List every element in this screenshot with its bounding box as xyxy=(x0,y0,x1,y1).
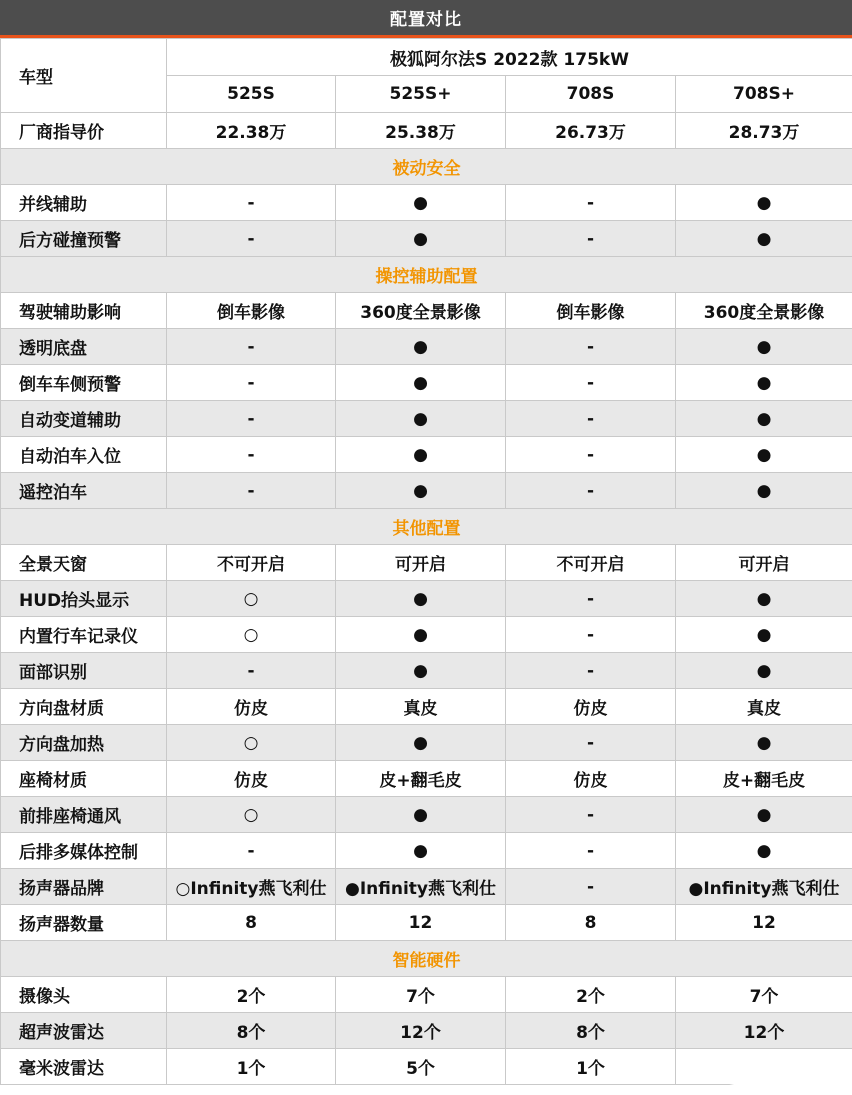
feature-row xyxy=(1,221,852,257)
feature-row xyxy=(1,725,852,761)
feature-value: 倒车影像 xyxy=(167,293,336,329)
feature-value: ● xyxy=(336,221,506,257)
feature-row xyxy=(1,581,852,617)
feature-value: - xyxy=(506,437,676,473)
feature-value: ● xyxy=(336,437,506,473)
feature-value: ● xyxy=(336,329,506,365)
comparison-table xyxy=(0,38,852,1085)
feature-value: ○Infinity燕飞利仕 xyxy=(167,869,336,905)
feature-value: ○ xyxy=(167,617,336,653)
section-header-row xyxy=(1,149,852,185)
feature-value: ● xyxy=(336,401,506,437)
feature-value: 8 xyxy=(506,905,676,941)
feature-value: ● xyxy=(676,833,852,869)
feature-label: 面部识别 xyxy=(1,653,167,689)
feature-value: - xyxy=(506,185,676,221)
feature-value: - xyxy=(167,653,336,689)
feature-value: ○ xyxy=(167,725,336,761)
section-header-row xyxy=(1,941,852,977)
feature-value: - xyxy=(506,473,676,509)
feature-value: - xyxy=(167,221,336,257)
feature-value: 360度全景影像 xyxy=(336,293,506,329)
feature-value: ● xyxy=(676,725,852,761)
feature-value: ●Infinity燕飞利仕 xyxy=(676,869,852,905)
feature-value: ● xyxy=(676,653,852,689)
feature-value: 真皮 xyxy=(336,689,506,725)
price-value: 25.38万 xyxy=(336,113,506,149)
feature-label: 驾驶辅助影响 xyxy=(1,293,167,329)
comparison-table-body xyxy=(1,39,852,1085)
feature-row xyxy=(1,761,852,797)
feature-label: 后排多媒体控制 xyxy=(1,833,167,869)
feature-value: ● xyxy=(676,473,852,509)
feature-row xyxy=(1,833,852,869)
feature-value: ● xyxy=(336,653,506,689)
feature-value: 8个 xyxy=(167,1013,336,1049)
section-header-row xyxy=(1,509,852,545)
feature-value: ● xyxy=(336,617,506,653)
feature-value: 仿皮 xyxy=(167,689,336,725)
feature-value: ● xyxy=(336,833,506,869)
feature-row xyxy=(1,617,852,653)
feature-label: 扬声器数量 xyxy=(1,905,167,941)
feature-value: - xyxy=(167,185,336,221)
feature-value: 1个 xyxy=(167,1049,336,1085)
trim-name: 708S+ xyxy=(676,76,852,113)
feature-label: HUD抬头显示 xyxy=(1,581,167,617)
feature-row xyxy=(1,869,852,905)
feature-value: ● xyxy=(336,725,506,761)
feature-label: 自动变道辅助 xyxy=(1,401,167,437)
feature-value: ○ xyxy=(167,797,336,833)
feature-value: ○ xyxy=(167,581,336,617)
feature-label: 遥控泊车 xyxy=(1,473,167,509)
price-row xyxy=(1,113,852,149)
feature-value: ● xyxy=(336,581,506,617)
feature-value: 12 xyxy=(676,905,852,941)
feature-row xyxy=(1,437,852,473)
feature-value: ● xyxy=(676,437,852,473)
trim-name: 525S+ xyxy=(336,76,506,113)
feature-value: 1个 xyxy=(506,1049,676,1085)
feature-label: 并线辅助 xyxy=(1,185,167,221)
feature-value: - xyxy=(506,797,676,833)
feature-value: ● xyxy=(676,401,852,437)
feature-row xyxy=(1,293,852,329)
feature-value: 不可开启 xyxy=(506,545,676,581)
price-label: 厂商指导价 xyxy=(1,113,167,149)
section-header-row xyxy=(1,257,852,293)
section-title: 智能硬件 xyxy=(1,941,852,977)
feature-value: ● xyxy=(676,221,852,257)
feature-label: 透明底盘 xyxy=(1,329,167,365)
feature-value: ● xyxy=(336,797,506,833)
feature-value: - xyxy=(167,365,336,401)
feature-value: - xyxy=(506,581,676,617)
feature-value: - xyxy=(506,221,676,257)
feature-value: 仿皮 xyxy=(167,761,336,797)
feature-value: ● xyxy=(676,617,852,653)
feature-label: 毫米波雷达 xyxy=(1,1049,167,1085)
feature-value: ● xyxy=(336,185,506,221)
feature-label: 扬声器品牌 xyxy=(1,869,167,905)
feature-value: - xyxy=(506,329,676,365)
feature-value: 皮+翻毛皮 xyxy=(676,761,852,797)
feature-value: 12个 xyxy=(676,1013,852,1049)
feature-row xyxy=(1,473,852,509)
feature-row xyxy=(1,653,852,689)
feature-value: ● xyxy=(676,329,852,365)
feature-value: - xyxy=(506,653,676,689)
section-title: 其他配置 xyxy=(1,509,852,545)
feature-value: - xyxy=(506,869,676,905)
feature-value: 不可开启 xyxy=(167,545,336,581)
vehicle-type-label: 车型 xyxy=(1,39,167,113)
feature-value: - xyxy=(167,473,336,509)
feature-value: - xyxy=(167,437,336,473)
feature-label: 超声波雷达 xyxy=(1,1013,167,1049)
feature-row xyxy=(1,905,852,941)
feature-value: 7个 xyxy=(676,977,852,1013)
feature-value: - xyxy=(506,725,676,761)
feature-label: 摄像头 xyxy=(1,977,167,1013)
feature-value: ● xyxy=(676,581,852,617)
feature-value: 皮+翻毛皮 xyxy=(336,761,506,797)
feature-row xyxy=(1,545,852,581)
feature-row xyxy=(1,689,852,725)
feature-value: 仿皮 xyxy=(506,761,676,797)
section-title: 操控辅助配置 xyxy=(1,257,852,293)
feature-label: 座椅材质 xyxy=(1,761,167,797)
feature-value: - xyxy=(506,365,676,401)
feature-value: - xyxy=(167,401,336,437)
feature-value: 2个 xyxy=(167,977,336,1013)
header-row-model xyxy=(1,39,852,76)
feature-value: 12个 xyxy=(336,1013,506,1049)
feature-row xyxy=(1,365,852,401)
page-title: 配置对比 xyxy=(0,0,852,35)
feature-value: 7个 xyxy=(336,977,506,1013)
price-value: 28.73万 xyxy=(676,113,852,149)
feature-value: - xyxy=(506,401,676,437)
feature-label: 前排座椅通风 xyxy=(1,797,167,833)
feature-value: - xyxy=(506,617,676,653)
feature-value: 12 xyxy=(336,905,506,941)
feature-label: 方向盘加热 xyxy=(1,725,167,761)
feature-value: 仿皮 xyxy=(506,689,676,725)
feature-value: 真皮 xyxy=(676,689,852,725)
feature-label: 倒车车侧预警 xyxy=(1,365,167,401)
feature-value: 倒车影像 xyxy=(506,293,676,329)
price-value: 22.38万 xyxy=(167,113,336,149)
feature-value: 8个 xyxy=(506,1013,676,1049)
feature-row xyxy=(1,401,852,437)
feature-label: 全景天窗 xyxy=(1,545,167,581)
feature-label: 后方碰撞预警 xyxy=(1,221,167,257)
feature-row xyxy=(1,185,852,221)
feature-value: 360度全景影像 xyxy=(676,293,852,329)
feature-value: 5个 xyxy=(336,1049,506,1085)
feature-value: ● xyxy=(676,365,852,401)
trim-name: 525S xyxy=(167,76,336,113)
feature-value: ● xyxy=(676,797,852,833)
feature-value: 可开启 xyxy=(336,545,506,581)
feature-value: 2个 xyxy=(506,977,676,1013)
feature-value: - xyxy=(167,329,336,365)
feature-row xyxy=(1,977,852,1013)
feature-value: - xyxy=(506,833,676,869)
corner-cut-decoration xyxy=(682,1059,852,1095)
feature-row xyxy=(1,329,852,365)
feature-value: ● xyxy=(336,473,506,509)
feature-label: 方向盘材质 xyxy=(1,689,167,725)
feature-value: 可开启 xyxy=(676,545,852,581)
feature-row xyxy=(1,1013,852,1049)
feature-value: - xyxy=(167,833,336,869)
feature-label: 自动泊车入位 xyxy=(1,437,167,473)
model-name: 极狐阿尔法S 2022款 175kW xyxy=(167,39,852,76)
feature-value: ● xyxy=(336,365,506,401)
section-title: 被动安全 xyxy=(1,149,852,185)
feature-row xyxy=(1,797,852,833)
feature-label: 内置行车记录仪 xyxy=(1,617,167,653)
trim-name: 708S xyxy=(506,76,676,113)
feature-value: ●Infinity燕飞利仕 xyxy=(336,869,506,905)
feature-value: ● xyxy=(676,185,852,221)
price-value: 26.73万 xyxy=(506,113,676,149)
feature-value: 8 xyxy=(167,905,336,941)
